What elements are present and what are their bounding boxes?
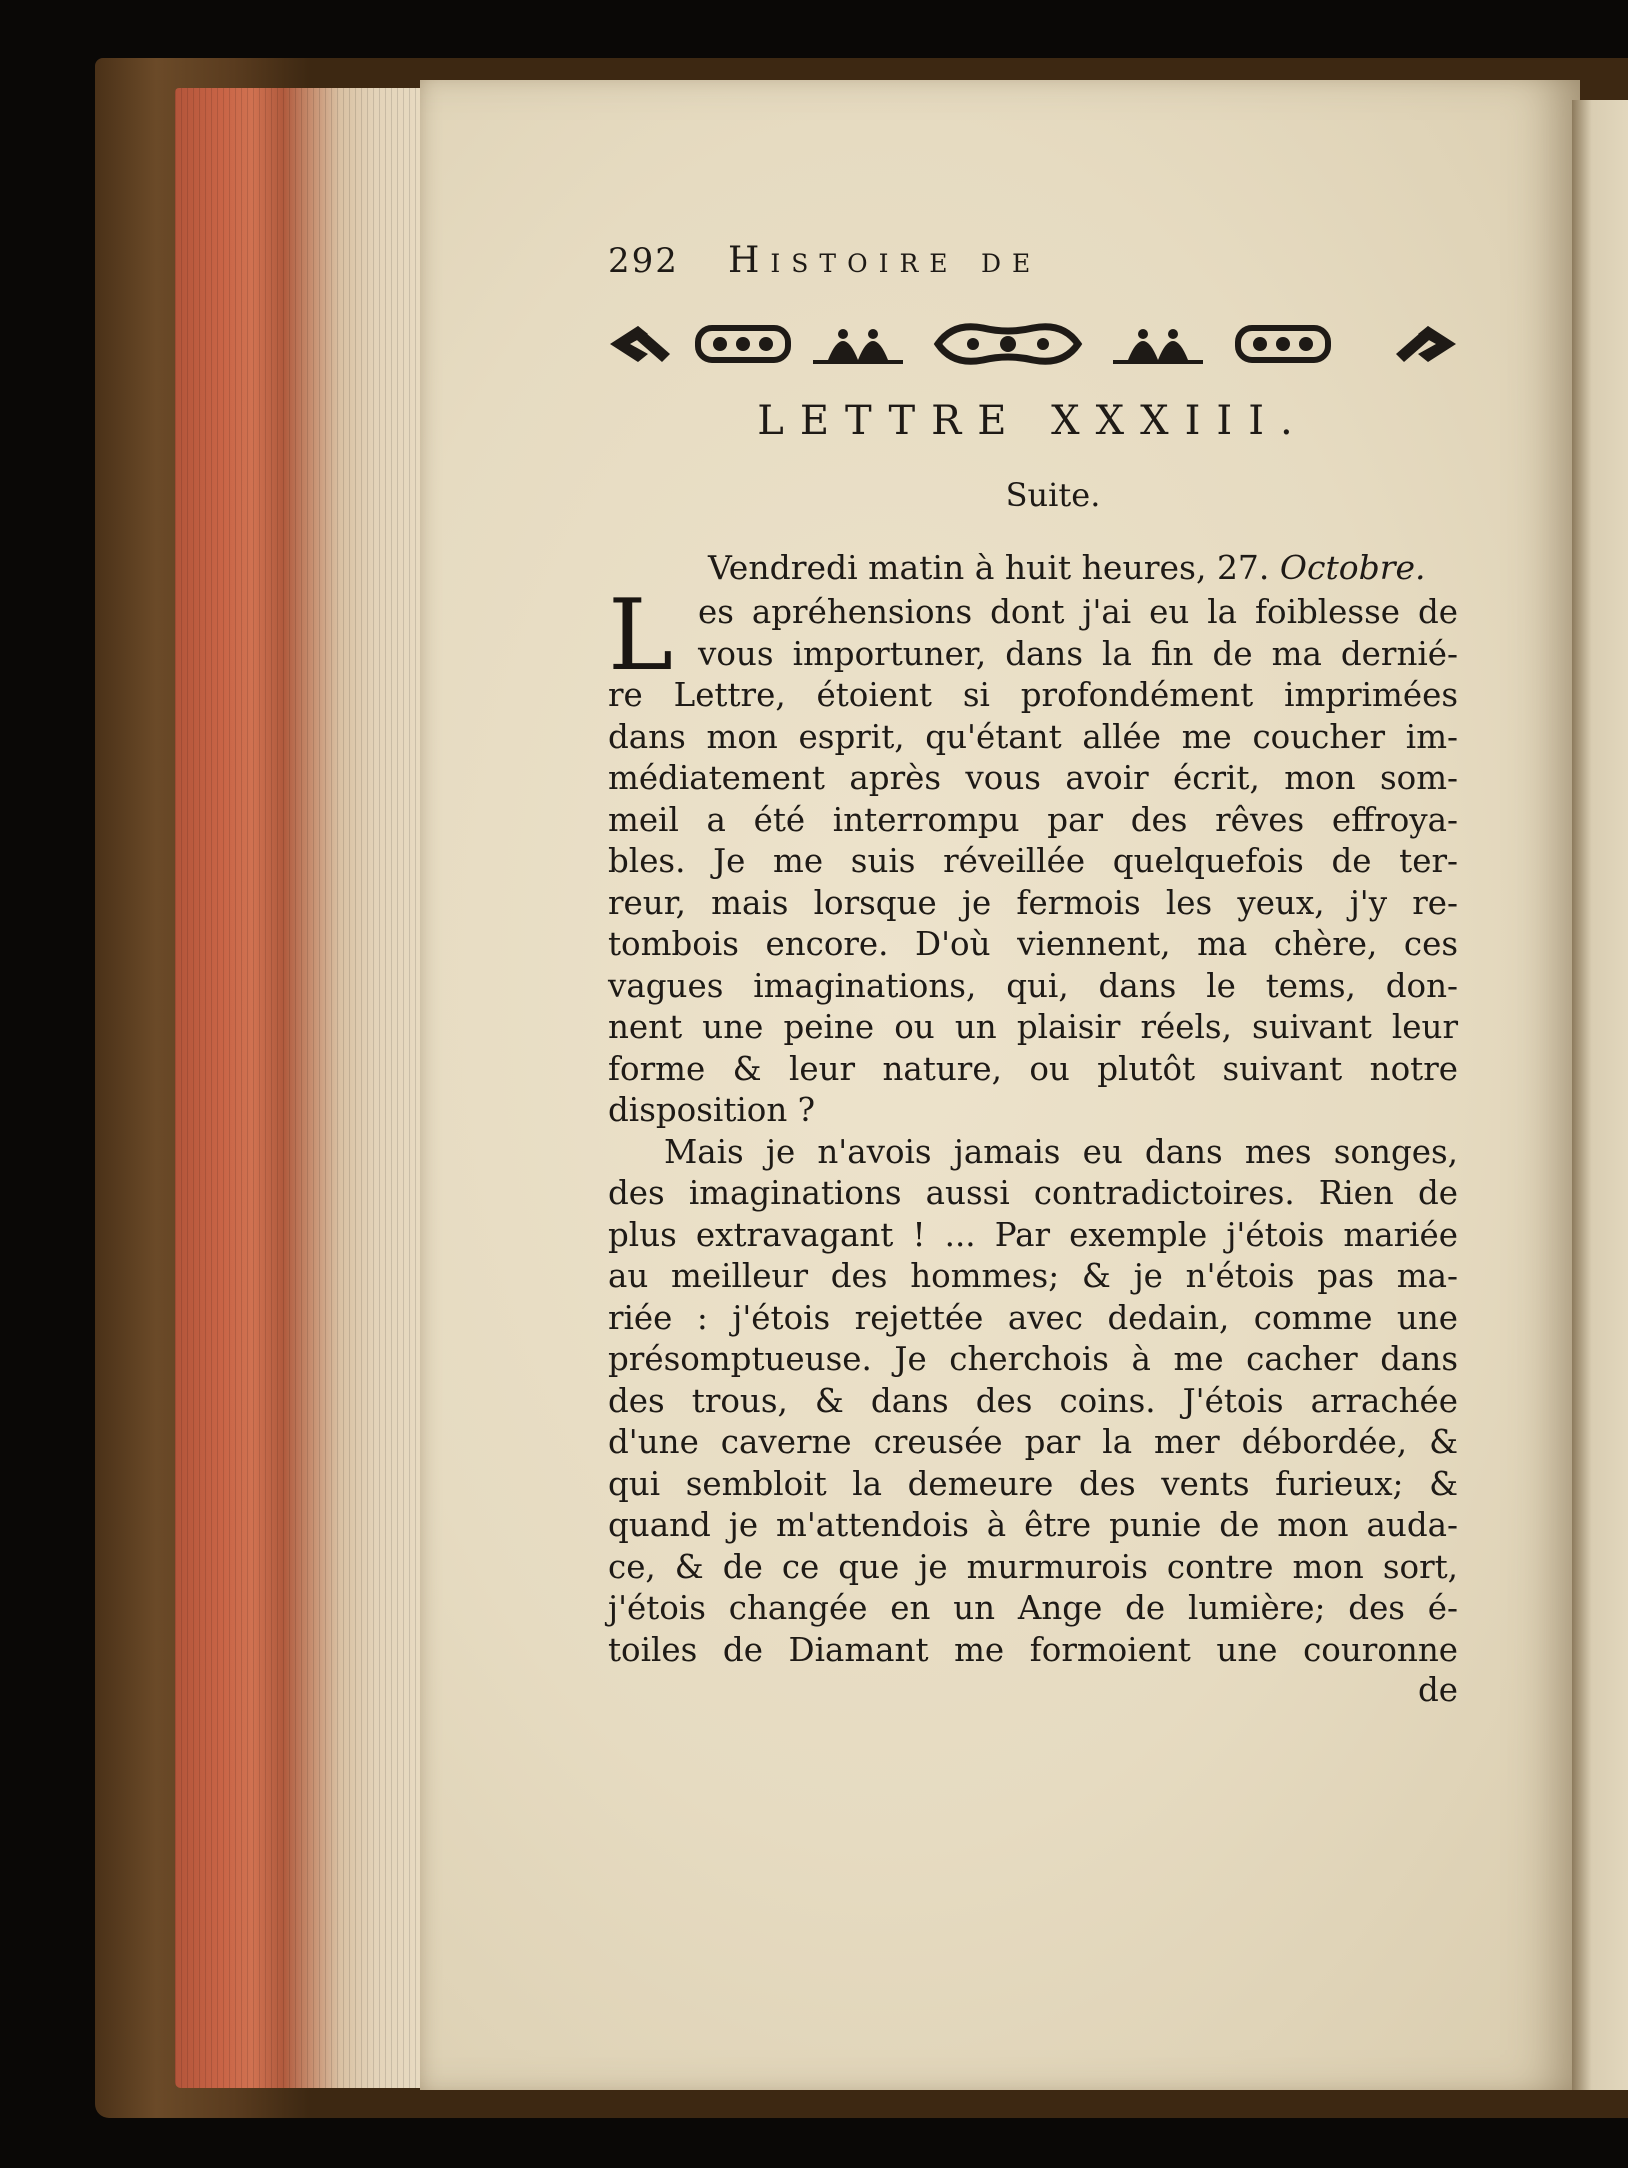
text-line: quand je m'attendois à être punie de mon auda- bbox=[608, 1506, 1458, 1544]
dateline-month: Octobre. bbox=[1279, 548, 1426, 587]
first-paragraph bbox=[608, 579, 1458, 1132]
text-line: médiatement après vous avoir écrit, mon som- bbox=[608, 759, 1458, 797]
text-line: au meilleur des hommes; & je n'étois pas ma- bbox=[608, 1257, 1458, 1295]
text-line: forme & leur nature, ou plutôt suivant notre bbox=[608, 1049, 1458, 1088]
ornament-icon bbox=[608, 314, 1458, 374]
text-line: reur, mais lorsque je fermois les yeux, j'y re- bbox=[608, 883, 1458, 922]
running-head bbox=[608, 240, 1458, 300]
text-line: Mais je n'avois jamais eu dans mes songes, bbox=[664, 1132, 1458, 1171]
text-line: meil a été interrompu par des rêves effroya- bbox=[608, 800, 1458, 839]
text-line: d'une caverne creusée par la mer débordée, & bbox=[608, 1423, 1458, 1461]
text-line: ce, & de ce que je murmurois contre mon sort, bbox=[608, 1547, 1458, 1586]
text-line: dans mon esprit, qu'étant allée me coucher im- bbox=[608, 717, 1458, 756]
text-line: vagues imaginations, qui, dans le tems, don- bbox=[608, 966, 1458, 1005]
page-block-edges bbox=[175, 88, 433, 2088]
text-line: présomptueuse. Je cherchois à me cacher dans bbox=[608, 1340, 1458, 1378]
text-line: qui sembloit la demeure des vents furieux; & bbox=[608, 1464, 1458, 1503]
text-line: j'étois changée en un Ange de lumière; des é- bbox=[608, 1589, 1458, 1627]
text-line: vous importuner, dans la fin de ma dernié- bbox=[698, 634, 1458, 673]
running-title: Histoire de bbox=[728, 240, 1042, 281]
text-line: re Lettre, étoient si profondément imprimées bbox=[608, 676, 1458, 714]
text-line: des imaginations aussi contradictoires. Rien de bbox=[608, 1174, 1458, 1212]
first-paragraph-text bbox=[608, 579, 1458, 1132]
printer-ornament-band bbox=[608, 310, 1458, 378]
dateline bbox=[608, 548, 1458, 592]
catchword: de bbox=[1417, 1671, 1458, 1709]
letter-heading: LETTRE XXXIII. bbox=[757, 398, 1309, 444]
text-line: des trous, & dans des coins. J'étois arrachée bbox=[608, 1381, 1458, 1420]
drop-cap: L bbox=[608, 579, 674, 693]
text-line: plus extravagant ! ... Par exemple j'étois mariée bbox=[608, 1215, 1458, 1254]
text-line: nent une peine ou un plaisir réels, suivant leur bbox=[608, 1008, 1458, 1046]
text-line: riée : j'étois rejettée avec dedain, comme une bbox=[608, 1298, 1458, 1337]
text-line: es apréhensions dont j'ai eu la foiblesse de bbox=[698, 593, 1458, 631]
second-paragraph-text bbox=[608, 1132, 1458, 1672]
letter-subheading: Suite. bbox=[1005, 476, 1101, 514]
dateline-text: Vendredi matin à huit heures, 27. bbox=[708, 548, 1280, 587]
text-line: tombois encore. D'où viennent, ma chère, ces bbox=[608, 925, 1458, 963]
page-number: 292 bbox=[608, 241, 679, 281]
text-line: bles. Je me suis réveillée quelquefois de ter- bbox=[608, 842, 1458, 880]
right-page-edge bbox=[1572, 100, 1628, 2090]
text-line: toiles de Diamant me formoient une couronne bbox=[608, 1630, 1458, 1669]
text-line: disposition ? bbox=[608, 1091, 816, 1129]
page-text-block bbox=[608, 240, 1458, 1711]
